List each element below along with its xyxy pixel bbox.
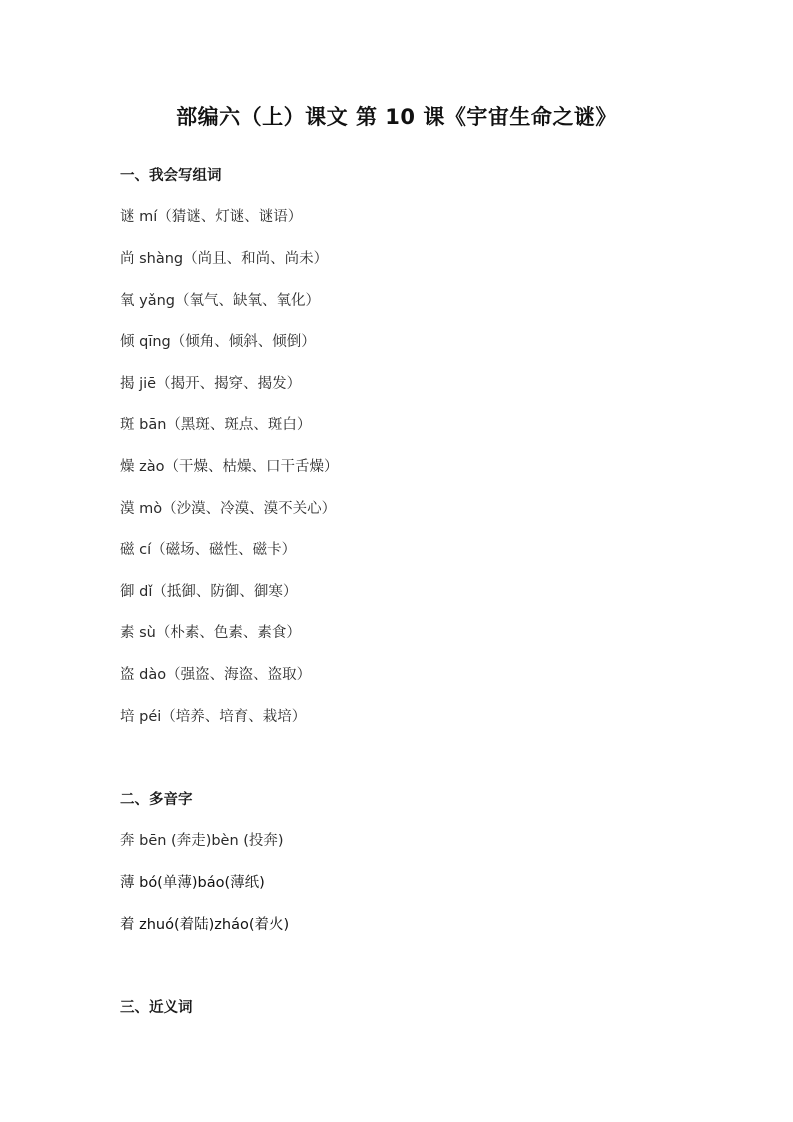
word-item: 御 dǐ（抵御、防御、御寒） [120, 584, 298, 600]
word-item: 盗 dào（强盗、海盗、盗取） [120, 667, 312, 683]
polyphonic-item: 着 zhuó(着陆)zháo(着火) [120, 917, 290, 933]
word-item: 漠 mò（沙漠、冷漠、漠不关心） [120, 501, 337, 517]
word-item: 培 péi（培养、培育、栽培） [120, 709, 307, 725]
word-item: 倾 qīng（倾角、倾斜、倾倒） [120, 334, 316, 350]
word-item: 磁 cí（磁场、磁性、磁卡） [120, 542, 297, 558]
word-item: 素 sù（朴素、色素、素食） [120, 625, 301, 641]
word-item: 氧 yǎng（氧气、缺氧、氧化） [120, 293, 320, 309]
word-item: 谜 mí（猜谜、灯谜、谜语） [120, 209, 303, 225]
word-item: 燥 zào（干燥、枯燥、口干舌燥） [120, 459, 339, 475]
page-title: 部编六（上）课文 第 10 课《宇宙生命之谜》 [176, 105, 617, 129]
section-heading-write-words: 一、我会写组词 [120, 168, 222, 184]
polyphonic-item: 奔 bēn (奔走)bèn (投奔) [120, 833, 284, 849]
section-heading-synonyms: 三、近义词 [120, 1000, 193, 1016]
word-item: 斑 bān（黑斑、斑点、斑白） [120, 417, 312, 433]
polyphonic-item: 薄 bó(单薄)báo(薄纸) [120, 875, 265, 891]
word-item: 尚 shàng（尚且、和尚、尚未） [120, 251, 329, 267]
section-heading-polyphonic: 二、多音字 [120, 792, 193, 808]
word-item: 揭 jiē（揭开、揭穿、揭发） [120, 376, 302, 392]
